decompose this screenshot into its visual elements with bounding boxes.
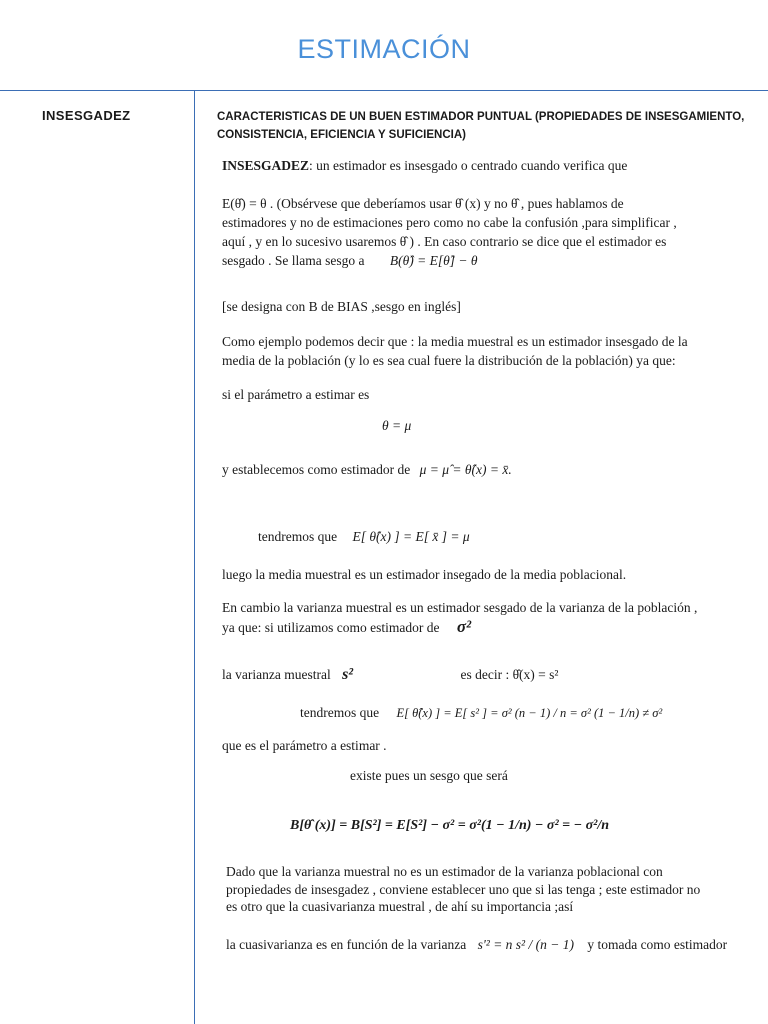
notation-line-1: E(θ̂) = θ . (Obsérvese que deberíamos usar θ̂ (x) y no θ̂ , pues hablamos de xyxy=(222,196,624,211)
sample-variance-text: la varianza muestral xyxy=(222,667,331,682)
paragraph-bias-intro: existe pues un sesgo que será xyxy=(350,768,508,783)
paragraph-conclusion: luego la media muestral es un estimador insegado de la media poblacional. xyxy=(222,567,627,582)
paragraph-notation xyxy=(222,194,747,270)
example-line-1: Como ejemplo podemos decir que : la media muestral es un estimador insesgado de la xyxy=(222,334,688,349)
estimator-text: y establecemos como estimador de xyxy=(222,462,411,477)
paragraph-estimator xyxy=(222,460,747,479)
paragraph-definition xyxy=(222,156,747,175)
paragraph-bias-note: [se designa con B de BIAS ,sesgo en inglés] xyxy=(222,299,461,314)
cuasivarianza-line-3: es otro que la cuasivarianza muestral , de ahí su importancia ;así xyxy=(226,899,574,914)
paragraph-expectation xyxy=(258,527,738,546)
header-divider xyxy=(0,90,768,91)
expectation-text: tendremos que xyxy=(258,529,338,544)
example-line-2: media de la población (y lo es sea cual fuere la distribución de la población) ya que: xyxy=(222,353,676,368)
paragraph-cuasivarianza xyxy=(226,863,742,916)
bias-formula: B(θ̂) = E[θ̂] − θ xyxy=(389,253,478,268)
term-insesgadez: INSESGADEZ xyxy=(222,158,310,173)
paragraph-parameter-note: que es el parámetro a estimar . xyxy=(222,738,387,753)
estimator-formula: μ = μ̂ = θ̂(x) = x̄. xyxy=(419,462,512,477)
page-title: ESTIMACIÓN xyxy=(297,34,471,64)
cuasivarianza-text: la cuasivarianza es en función de la varianza xyxy=(226,937,467,952)
cuasivarianza-tail: y tomada como estimador xyxy=(587,937,728,952)
bias-intro-text: sesgado . Se llama sesgo a xyxy=(222,253,365,268)
variance-expectation-formula: E[ θ̂(x) ] = E[ s² ] = σ² (n − 1) / n = σ² (1 − 1/n) ≠ σ² xyxy=(396,706,663,720)
section-label: INSESGADEZ xyxy=(42,108,131,123)
notation-line-3: aquí , y en lo sucesivo usaremos θ̂ ) . En caso contrario se dice que el estimador es xyxy=(222,234,667,249)
cuasivarianza-line-1: Dado que la varianza muestral no es un estimador de la varianza poblacional con xyxy=(226,864,663,879)
paragraph-variance xyxy=(222,598,747,637)
notation-line-2: estimadores y no de estimaciones pero como no cabe la confusión ,para simplificar , xyxy=(222,215,677,230)
equation-theta-mu: θ = μ xyxy=(382,418,412,433)
sigma-squared: σ² xyxy=(456,617,472,636)
s-squared: s² xyxy=(342,666,354,683)
variance-line-2-text: ya que: si utilizamos como estimador de xyxy=(222,620,440,635)
cuasivarianza-formula: s'² = n s² / (n − 1) xyxy=(477,937,574,952)
variance-line-1: En cambio la varianza muestral es un estimador sesgado de la varianza de la población , xyxy=(222,600,698,615)
variance-line-2 xyxy=(222,617,747,637)
variance-expectation-text: tendremos que xyxy=(300,705,380,720)
es-decir-formula: es decir : θ̂(x) = s² xyxy=(460,667,559,682)
paragraph-parameter: si el parámetro a estimar es xyxy=(222,387,370,402)
paragraph-cuasivarianza-formula xyxy=(226,935,742,954)
section-heading: CARACTERISTICAS DE UN BUEN ESTIMADOR PUNTUAL (PROPIEDADES DE INSESGAMIENTO, CONSISTENCIA, EFICIENCIA Y SUFICIENCIA) xyxy=(217,111,745,141)
paragraph-sample-variance xyxy=(222,665,747,684)
definition-text: : un estimador es insesgado o centrado cuando verifica que xyxy=(309,158,628,173)
expectation-formula: E[ θ̂(x) ] = E[ x̄ ] = μ xyxy=(352,529,470,544)
paragraph-variance-expectation xyxy=(300,703,750,723)
cuasivarianza-line-2: propiedades de insesgadez , conviene establecer uno que si las tenga ; este estimador no xyxy=(226,881,701,897)
notation-line-4 xyxy=(222,251,747,270)
column-divider xyxy=(194,90,195,1024)
equation-bias: B[θ̂ (x)] = B[S²] = E[S²] − σ² = σ²(1 − 1/n) − σ² = − σ²/n xyxy=(290,818,610,833)
paragraph-example xyxy=(222,332,747,370)
